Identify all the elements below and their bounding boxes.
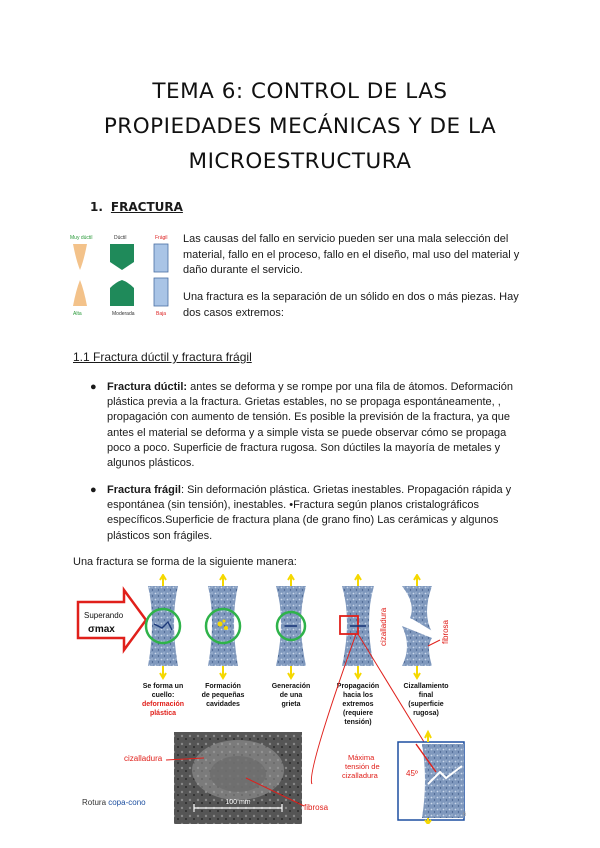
page-title: [40, 74, 560, 179]
thumb-label-low: Baja: [156, 311, 167, 317]
bullet-dot: ●: [90, 484, 97, 496]
max-shear-label-1: Máxima: [348, 753, 375, 762]
bullet-dot: ●: [90, 381, 97, 393]
stage-2-caption-3: cavidades: [206, 701, 240, 708]
bullet-ductile: [90, 380, 530, 471]
bullet-ductile-text: antes se deforma y se rompe por una fila de átomos. Deformación plástica previa a la fractura. Grietas estables, no se propaga espontáneamente, , propagación con aumento de tensión. Es posible la previsión de la fractura, ya que antes el material se deforma y a simple vista se puede observar cómo se propaga poco a poco. Superficie de fractura rugosa. Son dúctiles la mayoría de metales y algunos plásticos.: [107, 381, 513, 470]
stage-2-specimen: [206, 575, 240, 678]
stage-1-caption-3: deformación: [141, 701, 185, 708]
thumb-label-very-ductile: Muy dúctil: [70, 235, 93, 241]
fracture-process-figure: [76, 574, 470, 824]
title-line-1: TEMA 6: CONTROL DE LAS: [152, 79, 448, 104]
title-line-2: PROPIEDADES MECÁNICAS Y DE LA: [103, 114, 497, 139]
ductile-bottom-shape: [110, 280, 134, 306]
section-label: FRACTURA: [110, 200, 183, 214]
stage-3-caption-3: grieta: [281, 701, 301, 708]
bullet-brittle-text: : Sin deformación plástica. Grietas inestables. Propagación rápida y espontánea (sin tensión), inestables. •Fractura según planos cristalográficos específicos.Superficie de fractura plana (de grano fino) Las cerámicas y algunos plásticos son frágiles.: [107, 484, 512, 542]
photo-fibrosa-label: fibrosa: [304, 803, 329, 812]
stage-5-specimen: [402, 575, 432, 678]
very-ductile-bottom-shape: [73, 280, 87, 306]
shear-detail-inset: [398, 732, 467, 824]
stage-5-caption-1: Cizallamiento: [403, 683, 449, 690]
thumb-label-moderate: Moderada: [112, 311, 135, 317]
scale-label: 100 mm: [225, 799, 251, 806]
section-number: 1.: [90, 200, 103, 214]
stage-1-caption-1: Se forma un: [142, 683, 184, 690]
max-shear-label-3: cizalladura: [342, 771, 378, 780]
brittle-bottom-shape: [154, 278, 168, 306]
photo-cizalladura-label: cizalladura: [124, 754, 163, 763]
stage-3-caption-2: de una: [279, 692, 303, 699]
thumb-label-high: Alta: [73, 311, 82, 317]
copa-cono-label: copa-cono: [108, 798, 146, 807]
stage-1-specimen: [146, 575, 180, 678]
stage-4-caption-1: Propagación: [336, 683, 380, 690]
very-ductile-top-shape: [73, 244, 87, 270]
cizalladura-vertical-label: cizalladura: [379, 607, 388, 646]
stage-4-specimen: [340, 575, 374, 678]
stage-4-caption-4: (requiere: [343, 710, 373, 717]
page-number: 6: [463, 812, 467, 818]
angle-label: 45º: [406, 769, 418, 778]
stage-4-caption-3: extremos: [342, 701, 374, 708]
stage-2-caption-2: de pequeñas: [201, 692, 245, 699]
figure-intro: Una fractura se forma de la siguiente manera:: [73, 556, 297, 568]
thumb-label-brittle: Frágil: [155, 235, 168, 241]
thumb-label-ductile: Dúctil: [114, 235, 127, 241]
brittle-top-shape: [154, 244, 168, 272]
stage-1-caption-2: cuello:: [151, 692, 175, 699]
cup-cone-photo: [174, 732, 302, 824]
bullet-brittle-title: Fractura frágil: [107, 484, 181, 496]
stage-5-caption-2: final: [418, 692, 434, 699]
title-line-3: MICROESTRUCTURA: [188, 149, 412, 174]
stage-3-specimen: [276, 575, 306, 678]
stage-5-caption-3: (superficie: [408, 701, 444, 708]
paragraph-causes: Las causas del fallo en servicio pueden ser una mala selección del material, fallo en el proceso, fallo en el diseño, mal uso del material y daño durante el servicio.: [183, 233, 520, 276]
stage-3-caption-1: Generación: [271, 683, 311, 690]
fibrosa-vertical-label: fibrosa: [441, 619, 450, 644]
ductile-top-shape: [110, 244, 134, 270]
stage-4-caption-2: hacia los: [343, 692, 373, 699]
paragraph-definition: Una fractura es la separación de un sólido en dos o más piezas. Hay dos casos extremos:: [183, 291, 519, 319]
rotura-label: Rotura copa-cono: [82, 798, 146, 807]
bullet-ductile-title: Fractura dúctil:: [107, 381, 188, 393]
stage-1-caption-4: plástica: [149, 710, 177, 717]
superando-arrow: [78, 590, 146, 650]
stage-2-caption-1: Formación: [205, 683, 241, 690]
stage-4-caption-5: tensión): [344, 719, 372, 726]
section-heading: [90, 200, 183, 214]
superando-label: Superando: [84, 611, 124, 620]
stage-5-caption-4: rugosa): [413, 710, 439, 717]
max-shear-label-2: tensión de: [345, 762, 380, 771]
sigma-max-label: σmax: [88, 624, 115, 635]
fracture-types-thumbnail: [70, 232, 174, 318]
subsection-heading: 1.1 Fractura dúctil y fractura frágil: [73, 350, 252, 364]
bullet-brittle: [90, 483, 530, 544]
